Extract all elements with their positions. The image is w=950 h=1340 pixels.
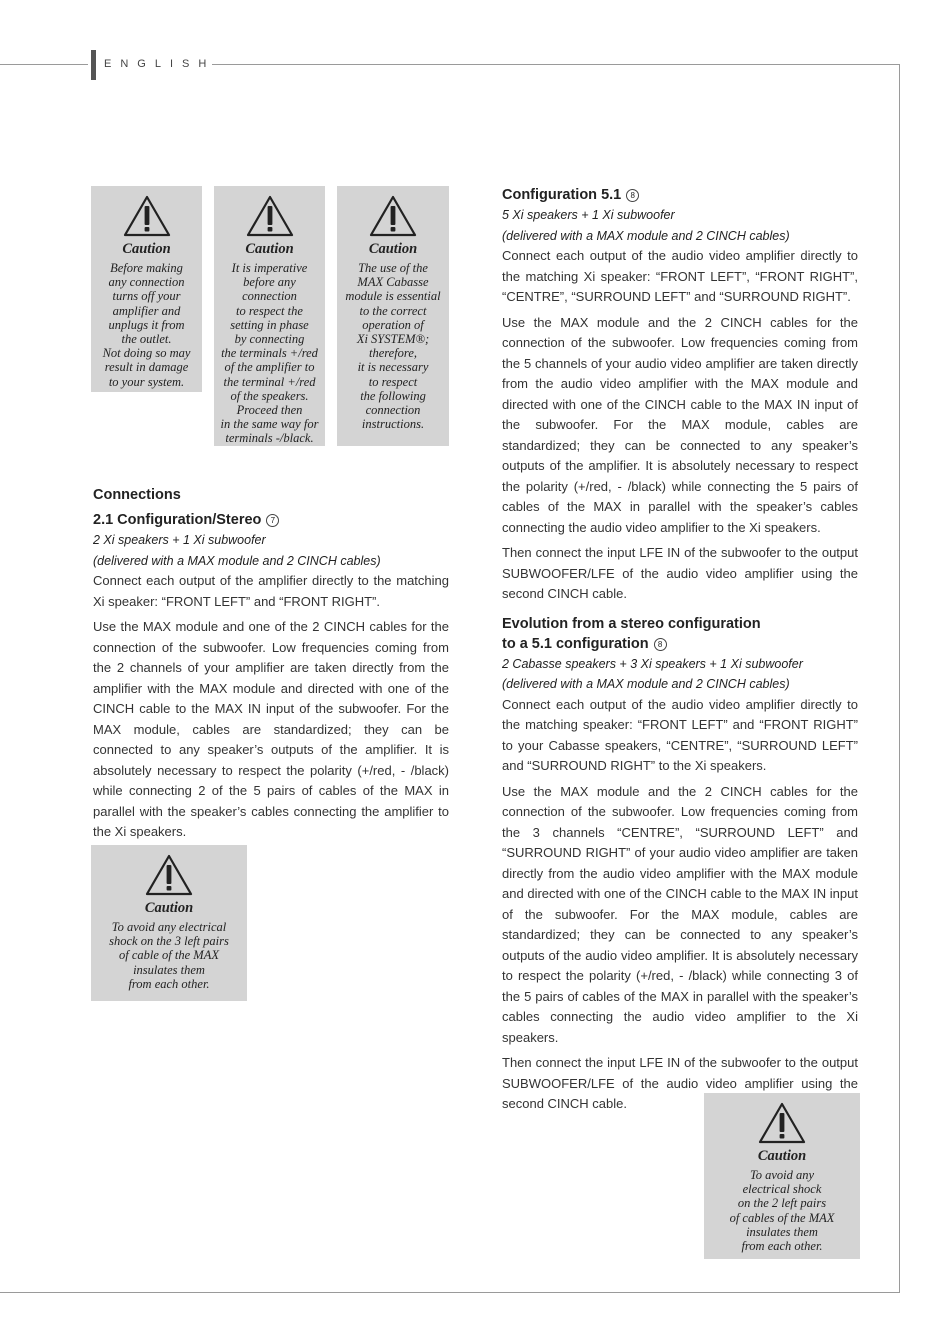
- caution-title: Caution: [122, 241, 171, 257]
- evolution-title-line2: to a 5.1 configuration 8: [502, 634, 858, 654]
- warning-triangle-icon: [245, 194, 295, 238]
- section-title: Connections: [93, 487, 181, 503]
- caution-text: To avoid any electrical shock on the 3 left pairs of cable of the MAX insulates them from each other.: [109, 920, 229, 991]
- paragraph: Connect each output of the amplifier directly to the matching Xi speaker: “FRONT LEFT” and “FRONT RIGHT”.: [93, 573, 449, 609]
- left-column: [93, 485, 449, 848]
- caution-box: [337, 186, 449, 446]
- right-column: [502, 185, 858, 1120]
- caution-box: [91, 845, 247, 1001]
- figure-ref-badge: 7: [266, 514, 279, 527]
- caution-text: To avoid any electrical shock on the 2 left pairs of cables of the MAX insulates them from each other.: [729, 1168, 835, 1254]
- paragraph: Use the MAX module and the 2 CINCH cables for the connection of the subwoofer. Low frequencies coming from the 5 channels of your audio video amplifier are taken directly from the audio video amplifier with the MAX module and directed with one of the CINCH cable to the MAX IN input of the subwoofer. For the MAX module, cables are standardized; they can be connected to any speaker’s outputs of the amplifier. It is absolutely necessary to respect the polarity (+/red, - /black) while connecting the 5 pairs of cables of the MAX in parallel with the speaker’s cables connecting the audio video amplifier to the Xi speakers.: [502, 314, 858, 535]
- caution-text: Before making any connection turns off your amplifier and unplugs it from the outlet. Not doing so may result in damage to your system.: [102, 261, 191, 389]
- evolution-title: Evolution from a stereo configuration: [502, 615, 761, 632]
- subtitle: (delivered with a MAX module and 2 CINCH cables): [502, 677, 790, 691]
- caution-title: Caution: [144, 900, 194, 916]
- page-border-right: [899, 64, 900, 1292]
- language-marker: [91, 50, 96, 80]
- warning-triangle-icon: [368, 194, 418, 238]
- subtitle: 2 Xi speakers + 1 Xi subwoofer: [93, 533, 266, 547]
- figure-ref-badge: 8: [654, 638, 667, 651]
- caution-title: Caution: [368, 241, 418, 257]
- header-rule-right: [212, 64, 900, 65]
- caution-box: [214, 186, 325, 446]
- paragraph: Use the MAX module and the 2 CINCH cables for the connection of the subwoofer. Low frequencies coming from the 3 channels “CENTRE”, “SURROUND LEFT” and “SURROUND RIGHT” of your audio video amplifier are taken directly from the audio video amplifier with the MAX module and directed with one of the CINCH cable to the MAX IN input of the subwoofer. For the MAX module, cables are standardized; they can be connected to any speaker’s outputs of the audio video amplifier. It is absolutely necessary to respect the polarity (+/red, - /black) while connecting 3 of the 5 pairs of cables of the MAX in parallel with the speaker’s cables connecting the audio video amplifier to the Xi speakers.: [502, 783, 858, 1045]
- subtitle: 5 Xi speakers + 1 Xi subwoofer: [502, 208, 675, 222]
- caution-title: Caution: [245, 241, 294, 257]
- paragraph: Connect each output of the audio video amplifier directly to the matching speaker: “FRONT LEFT” and “FRONT RIGHT” to your Cabasse speakers, “CENTRE”, “SURROUND LEFT” and “SURROUND RIGHT” to the Xi speakers.: [502, 696, 858, 773]
- caution-text: It is imperative before any connection to respect the setting in phase by connecting the terminals +/red of the amplifier to the terminal +/red of the speakers. Proceed then in the same way for terminals -/black.: [220, 261, 319, 446]
- paragraph: Then connect the input LFE IN of the subwoofer to the output SUBWOOFER/LFE of the audio video amplifier using the second CINCH cable.: [502, 1055, 858, 1111]
- warning-triangle-icon: [122, 194, 172, 238]
- header-rule-left: [0, 64, 88, 65]
- paragraph: Connect each output of the audio video amplifier directly to the matching Xi speaker: “FRONT LEFT”, “FRONT RIGHT”, “CENTRE”, “SURROUND LEFT” and “SURROUND RIGHT”.: [502, 248, 858, 304]
- page-border-bottom: [0, 1292, 900, 1293]
- subtitle: (delivered with a MAX module and 2 CINCH cables): [93, 553, 381, 568]
- config-stereo-title: 2.1 Configuration/Stereo 7: [93, 510, 449, 530]
- caution-title: Caution: [757, 1148, 807, 1164]
- caution-text: The use of the MAX Cabasse module is essential to the correct operation of Xi SYSTEM®; therefore, it is necessary to respect the following connection instructions.: [345, 261, 441, 432]
- subtitle: (delivered with a MAX module and 2 CINCH cables): [502, 228, 790, 243]
- figure-ref-badge: 8: [626, 189, 639, 202]
- language-label: ENGLISH: [104, 58, 216, 70]
- paragraph: Use the MAX module and one of the 2 CINCH cables for the connection of the subwoofer. Low frequencies coming from the 2 channels of your amplifier are taken directly from the amplifier with the MAX module and directed with one of the CINCH cable to the MAX IN input of the subwoofer. For the MAX module, cables are standardized; they can be connected to any speaker’s outputs of the amplifier. It is absolutely necessary to respect the polarity (+/red, - /black) while connecting 2 of the 5 pairs of cables of the MAX in parallel with the speaker’s cables connecting the amplifier to the Xi speakers.: [93, 619, 449, 839]
- subtitle: 2 Cabasse speakers + 3 Xi speakers + 1 Xi subwoofer: [502, 656, 803, 671]
- caution-box: [91, 186, 202, 392]
- warning-triangle-icon: [144, 853, 194, 897]
- config-51-title: Configuration 5.1 8: [502, 185, 858, 205]
- paragraph: Then connect the input LFE IN of the subwoofer to the output SUBWOOFER/LFE of the audio video amplifier using the second CINCH cable.: [502, 545, 858, 601]
